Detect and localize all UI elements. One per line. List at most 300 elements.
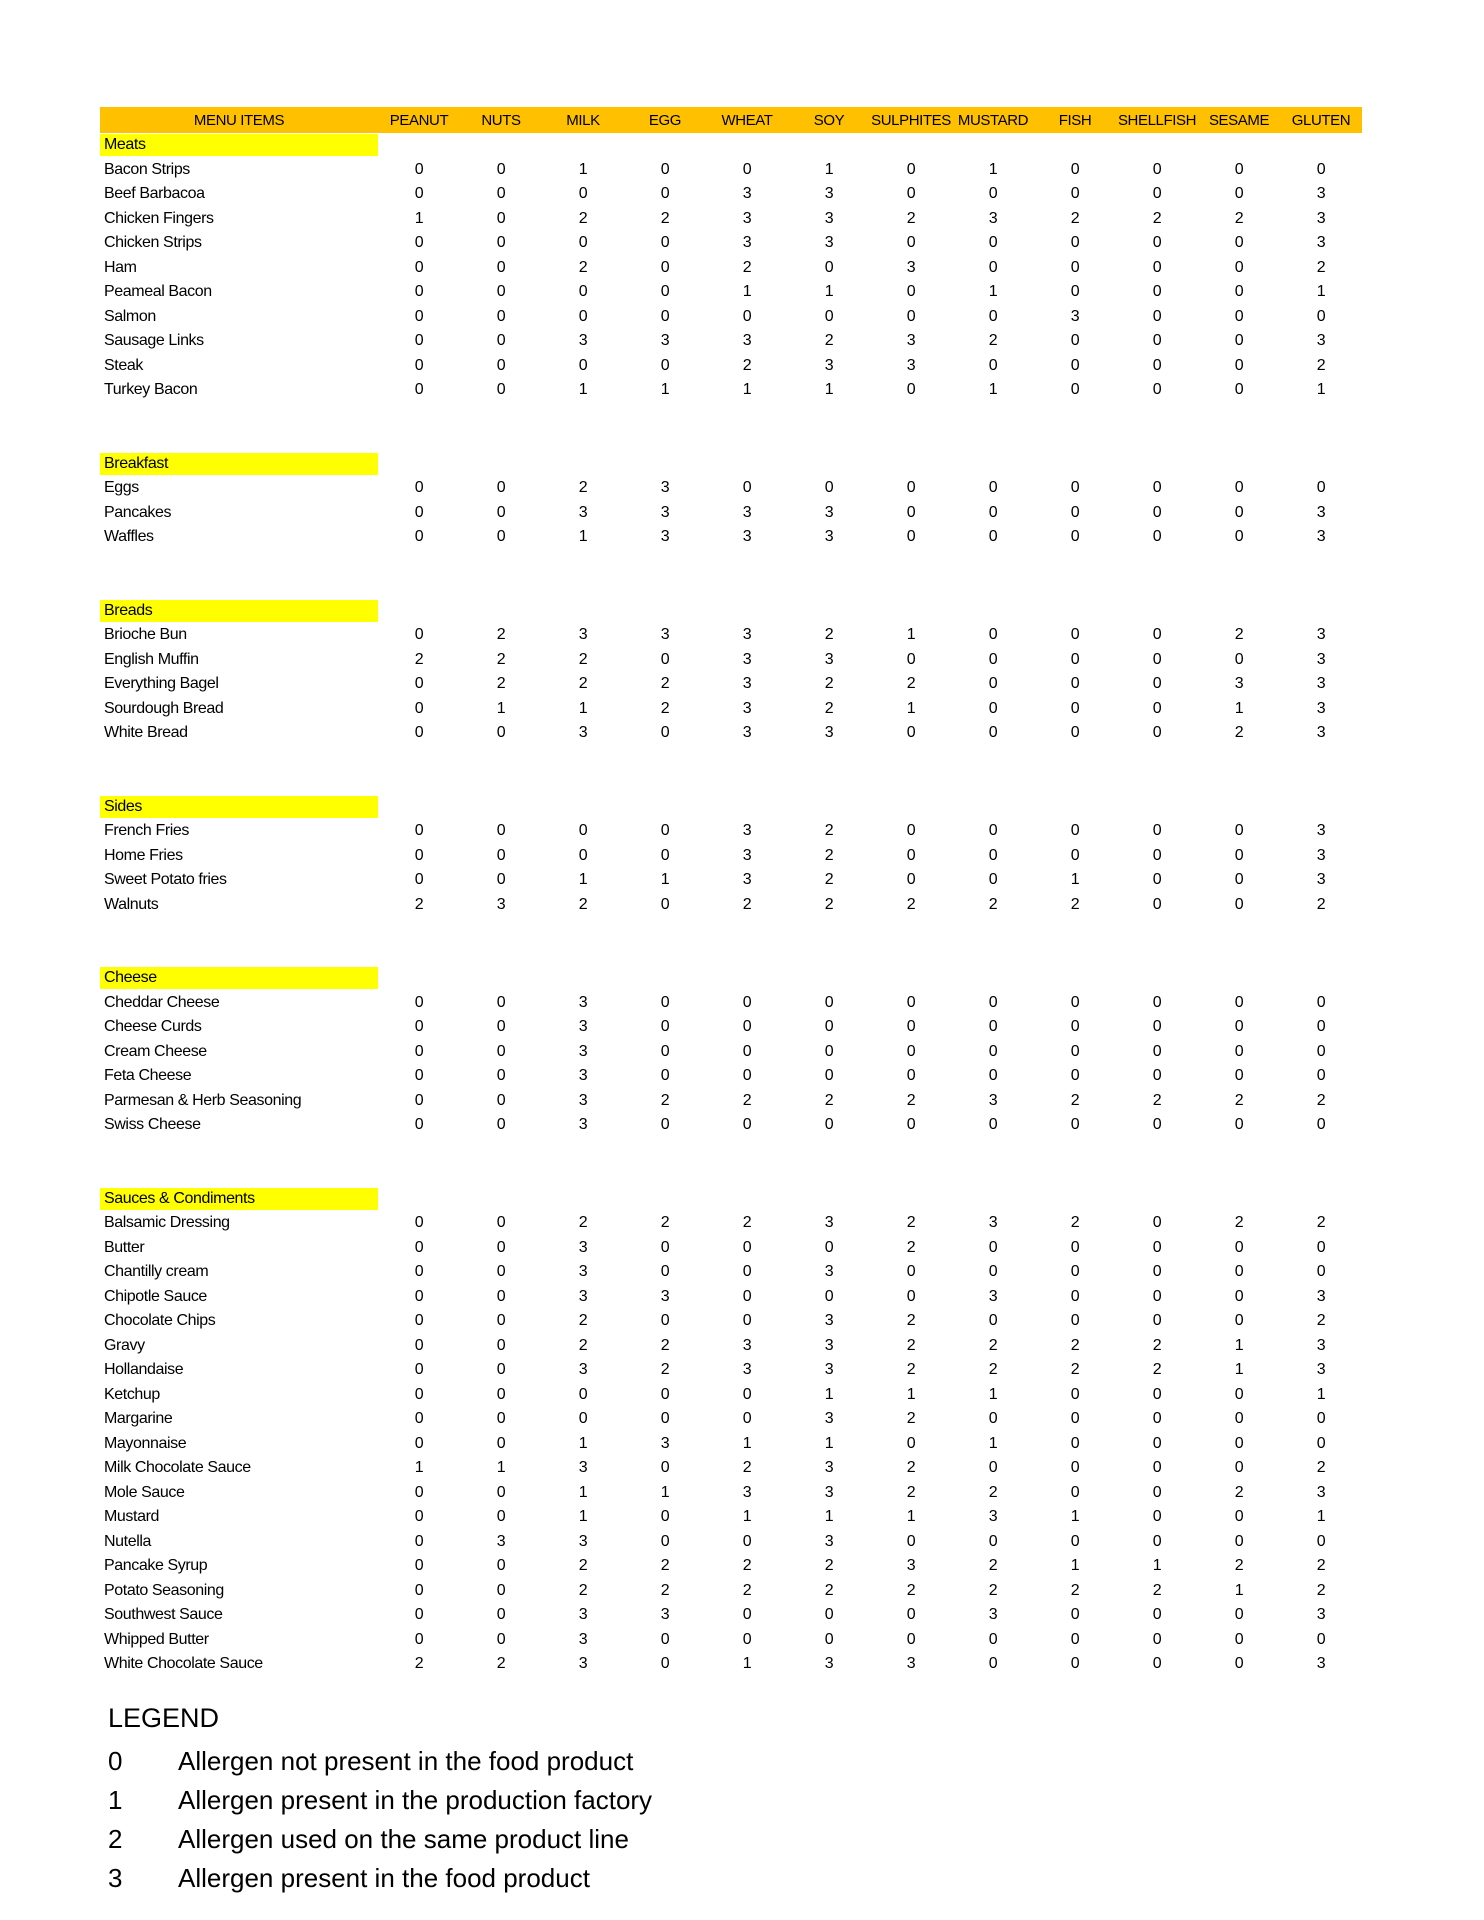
allergen-value: 0 [414, 675, 424, 693]
allergen-value: 2 [1070, 1361, 1080, 1379]
column-header: WHEAT [721, 111, 773, 129]
allergen-value: 2 [906, 675, 916, 693]
allergen-value: 0 [1070, 993, 1080, 1011]
allergen-value: 3 [1316, 1606, 1326, 1624]
item-name: Steak [104, 356, 143, 374]
item-name: Swiss Cheese [104, 1116, 201, 1134]
allergen-value: 3 [578, 1630, 588, 1648]
allergen-value: 0 [660, 1459, 670, 1477]
allergen-value: 3 [824, 234, 834, 252]
allergen-value: 0 [1070, 1434, 1080, 1452]
allergen-value: 3 [988, 1091, 998, 1109]
allergen-value: 0 [496, 209, 506, 227]
item-name: Sweet Potato fries [104, 871, 227, 889]
allergen-value: 3 [742, 871, 752, 889]
allergen-value: 0 [414, 1238, 424, 1256]
allergen-value: 0 [1070, 1312, 1080, 1330]
allergen-value: 0 [414, 626, 424, 644]
allergen-value: 0 [988, 1459, 998, 1477]
allergen-value: 0 [1234, 307, 1244, 325]
allergen-value: 0 [496, 381, 506, 399]
item-name: Waffles [104, 528, 154, 546]
item-name: Peameal Bacon [104, 283, 212, 301]
allergen-value: 1 [660, 381, 670, 399]
allergen-value: 1 [906, 1385, 916, 1403]
allergen-value: 0 [1152, 1116, 1162, 1134]
allergen-value: 0 [414, 332, 424, 350]
allergen-value: 0 [1152, 528, 1162, 546]
item-name: French Fries [104, 822, 189, 840]
allergen-value: 3 [1234, 675, 1244, 693]
allergen-value: 0 [496, 234, 506, 252]
item-name: Cheddar Cheese [104, 993, 220, 1011]
allergen-value: 2 [578, 675, 588, 693]
allergen-value: 0 [414, 503, 424, 521]
allergen-value: 3 [988, 209, 998, 227]
allergen-value: 0 [496, 503, 506, 521]
table-row [100, 305, 1362, 330]
allergen-value: 3 [1316, 822, 1326, 840]
allergen-value: 1 [1234, 1336, 1244, 1354]
allergen-value: 3 [660, 626, 670, 644]
allergen-value: 2 [1316, 356, 1326, 374]
allergen-value: 0 [496, 1312, 506, 1330]
allergen-value: 0 [742, 1018, 752, 1036]
allergen-value: 2 [1152, 1581, 1162, 1599]
allergen-value: 1 [1070, 871, 1080, 889]
allergen-value: 3 [1316, 528, 1326, 546]
allergen-value: 2 [906, 1361, 916, 1379]
allergen-value: 0 [496, 1434, 506, 1452]
allergen-value: 3 [824, 1459, 834, 1477]
allergen-value: 3 [1316, 332, 1326, 350]
legend-entry [108, 1742, 652, 1781]
allergen-value: 0 [742, 993, 752, 1011]
allergen-value: 2 [578, 258, 588, 276]
allergen-value: 0 [1152, 1410, 1162, 1428]
allergen-value: 0 [1152, 1263, 1162, 1281]
table-row [100, 1334, 1362, 1359]
allergen-value: 2 [1316, 1459, 1326, 1477]
allergen-value: 0 [1234, 1238, 1244, 1256]
allergen-value: 1 [824, 1385, 834, 1403]
spacer-row [100, 746, 1362, 771]
allergen-value: 1 [1316, 1385, 1326, 1403]
allergen-value: 0 [1070, 528, 1080, 546]
allergen-value: 2 [1316, 1581, 1326, 1599]
allergen-value: 0 [414, 479, 424, 497]
allergen-value: 1 [824, 1508, 834, 1526]
allergen-value: 3 [824, 650, 834, 668]
allergen-value: 0 [414, 1312, 424, 1330]
allergen-value: 0 [496, 1483, 506, 1501]
allergen-value: 0 [496, 258, 506, 276]
table-row [100, 1481, 1362, 1506]
allergen-value: 0 [1152, 724, 1162, 742]
allergen-value: 1 [988, 160, 998, 178]
allergen-value: 0 [1152, 234, 1162, 252]
allergen-value: 1 [578, 381, 588, 399]
legend-title: LEGEND [108, 1703, 220, 1733]
table-row [100, 1603, 1362, 1628]
allergen-value: 1 [414, 209, 424, 227]
allergen-value: 0 [660, 1116, 670, 1134]
item-name: White Bread [104, 724, 188, 742]
allergen-value: 0 [1070, 675, 1080, 693]
allergen-value: 0 [496, 1385, 506, 1403]
item-name: Pancakes [104, 503, 172, 521]
allergen-value: 0 [414, 185, 424, 203]
allergen-value: 0 [496, 871, 506, 889]
item-name: Cheese Curds [104, 1018, 202, 1036]
allergen-value: 1 [1316, 381, 1326, 399]
allergen-value: 1 [660, 871, 670, 889]
legend-code: 2 [108, 1824, 123, 1854]
item-name: Sausage Links [104, 332, 204, 350]
item-name: Milk Chocolate Sauce [104, 1459, 251, 1477]
item-name: Mayonnaise [104, 1434, 187, 1452]
allergen-value: 3 [1316, 1655, 1326, 1673]
allergen-value: 0 [1234, 1385, 1244, 1403]
allergen-value: 2 [988, 895, 998, 913]
allergen-value: 2 [578, 650, 588, 668]
allergen-value: 2 [906, 1238, 916, 1256]
allergen-value: 0 [906, 724, 916, 742]
allergen-value: 0 [1070, 626, 1080, 644]
item-name: Home Fries [104, 846, 183, 864]
allergen-value: 0 [1152, 1606, 1162, 1624]
allergen-value: 0 [906, 650, 916, 668]
allergen-value: 0 [988, 1067, 998, 1085]
allergen-value: 2 [742, 1091, 752, 1109]
allergen-value: 0 [496, 1508, 506, 1526]
allergen-value: 1 [742, 1508, 752, 1526]
allergen-value: 0 [660, 1263, 670, 1281]
allergen-value: 3 [824, 724, 834, 742]
allergen-value: 3 [824, 1361, 834, 1379]
allergen-value: 0 [1234, 1508, 1244, 1526]
section-row [100, 599, 1362, 624]
allergen-value: 2 [1316, 258, 1326, 276]
allergen-value: 0 [824, 1238, 834, 1256]
allergen-value: 3 [578, 1018, 588, 1036]
allergen-value: 0 [742, 1312, 752, 1330]
allergen-value: 0 [1152, 479, 1162, 497]
allergen-value: 2 [988, 1483, 998, 1501]
allergen-value: 0 [906, 1606, 916, 1624]
allergen-value: 0 [660, 1630, 670, 1648]
allergen-value: 0 [660, 1655, 670, 1673]
legend [108, 1700, 652, 1898]
allergen-value: 0 [414, 699, 424, 717]
allergen-value: 0 [1234, 479, 1244, 497]
allergen-value: 0 [1316, 1018, 1326, 1036]
allergen-value: 3 [1316, 234, 1326, 252]
legend-entry [108, 1859, 652, 1898]
allergen-value: 2 [742, 895, 752, 913]
allergen-value: 0 [1234, 332, 1244, 350]
table-row [100, 623, 1362, 648]
allergen-value: 2 [1070, 1581, 1080, 1599]
allergen-value: 1 [578, 1434, 588, 1452]
allergen-value: 0 [660, 1067, 670, 1085]
allergen-value: 0 [742, 1287, 752, 1305]
allergen-value: 0 [1152, 699, 1162, 717]
allergen-value: 2 [1316, 1312, 1326, 1330]
allergen-value: 0 [988, 1042, 998, 1060]
allergen-value: 0 [906, 185, 916, 203]
table-row [100, 354, 1362, 379]
allergen-value: 0 [660, 1238, 670, 1256]
table-row [100, 819, 1362, 844]
allergen-value: 3 [742, 1483, 752, 1501]
allergen-value: 3 [824, 356, 834, 374]
allergen-value: 2 [988, 332, 998, 350]
allergen-value: 1 [578, 160, 588, 178]
allergen-value: 0 [1152, 283, 1162, 301]
allergen-value: 0 [988, 1532, 998, 1550]
allergen-value: 0 [414, 1434, 424, 1452]
table-row [100, 1113, 1362, 1138]
allergen-value: 2 [1070, 1091, 1080, 1109]
allergen-value: 0 [1234, 1312, 1244, 1330]
table-row [100, 280, 1362, 305]
allergen-value: 0 [1152, 160, 1162, 178]
allergen-value: 0 [496, 1263, 506, 1281]
allergen-value: 0 [496, 846, 506, 864]
allergen-value: 2 [824, 846, 834, 864]
allergen-value: 2 [496, 675, 506, 693]
allergen-value: 0 [742, 1042, 752, 1060]
allergen-value: 3 [578, 1655, 588, 1673]
allergen-value: 0 [660, 1532, 670, 1550]
section-row [100, 452, 1362, 477]
allergen-value: 2 [906, 1312, 916, 1330]
allergen-value: 3 [988, 1287, 998, 1305]
item-name: Whipped Butter [104, 1630, 209, 1648]
allergen-value: 0 [906, 846, 916, 864]
allergen-value: 3 [496, 1532, 506, 1550]
allergen-value: 3 [824, 503, 834, 521]
allergen-value: 3 [1316, 1361, 1326, 1379]
allergen-value: 0 [578, 356, 588, 374]
allergen-value: 3 [660, 1287, 670, 1305]
allergen-value: 3 [1316, 675, 1326, 693]
item-name: Gravy [104, 1336, 145, 1354]
allergen-value: 2 [660, 1361, 670, 1379]
allergen-value: 0 [414, 307, 424, 325]
allergen-value: 0 [496, 1091, 506, 1109]
allergen-value: 0 [988, 699, 998, 717]
column-header: FISH [1058, 111, 1092, 129]
allergen-value: 0 [496, 1214, 506, 1232]
allergen-value: 0 [1152, 356, 1162, 374]
allergen-value: 2 [660, 699, 670, 717]
allergen-value: 3 [906, 258, 916, 276]
allergen-value: 0 [1070, 1287, 1080, 1305]
allergen-value: 3 [1070, 307, 1080, 325]
section-header: Breads [100, 600, 378, 622]
column-header: MUSTARD [957, 111, 1029, 129]
item-name: English Muffin [104, 650, 199, 668]
allergen-value: 0 [1234, 1018, 1244, 1036]
spacer-row [100, 550, 1362, 575]
allergen-value: 0 [414, 871, 424, 889]
allergen-value: 0 [742, 1606, 752, 1624]
allergen-value: 0 [988, 1116, 998, 1134]
allergen-value: 0 [742, 1238, 752, 1256]
allergen-value: 3 [1316, 503, 1326, 521]
allergen-value: 2 [824, 626, 834, 644]
allergen-value: 0 [906, 1434, 916, 1452]
allergen-value: 0 [742, 1532, 752, 1550]
allergen-value: 2 [988, 1557, 998, 1575]
allergen-value: 2 [1316, 1091, 1326, 1109]
item-name: Ketchup [104, 1385, 160, 1403]
allergen-value: 0 [1070, 1042, 1080, 1060]
allergen-value: 2 [660, 1091, 670, 1109]
allergen-value: 2 [578, 1557, 588, 1575]
allergen-value: 0 [578, 185, 588, 203]
allergen-value: 0 [1070, 724, 1080, 742]
allergen-value: 0 [906, 1042, 916, 1060]
allergen-value: 0 [1152, 1287, 1162, 1305]
allergen-value: 0 [496, 1336, 506, 1354]
allergen-value: 0 [496, 1630, 506, 1648]
allergen-value: 1 [906, 1508, 916, 1526]
allergen-value: 0 [496, 332, 506, 350]
allergen-value: 0 [988, 871, 998, 889]
allergen-value: 0 [1070, 1606, 1080, 1624]
allergen-value: 1 [988, 381, 998, 399]
column-header: SHELLFISH [1117, 111, 1197, 129]
table-row [100, 648, 1362, 673]
allergen-value: 0 [906, 503, 916, 521]
allergen-value: 3 [824, 1336, 834, 1354]
allergen-value: 3 [742, 675, 752, 693]
allergen-value: 2 [906, 1483, 916, 1501]
allergen-value: 2 [578, 209, 588, 227]
allergen-value: 0 [824, 307, 834, 325]
allergen-value: 0 [1234, 234, 1244, 252]
legend-code: 0 [108, 1746, 123, 1776]
column-header: SESAME [1208, 111, 1270, 129]
allergen-value: 2 [906, 1581, 916, 1599]
allergen-value: 0 [1070, 1263, 1080, 1281]
allergen-value: 2 [906, 895, 916, 913]
allergen-value: 3 [742, 1336, 752, 1354]
allergen-value: 0 [1152, 1067, 1162, 1085]
allergen-value: 0 [824, 993, 834, 1011]
item-name: Salmon [104, 307, 156, 325]
allergen-value: 1 [578, 1508, 588, 1526]
item-name: Butter [104, 1238, 145, 1256]
allergen-value: 0 [742, 1116, 752, 1134]
allergen-value: 0 [660, 1312, 670, 1330]
allergen-value: 0 [906, 1018, 916, 1036]
allergen-value: 3 [742, 846, 752, 864]
allergen-value: 2 [660, 1581, 670, 1599]
allergen-value: 0 [1316, 1067, 1326, 1085]
table-row [100, 182, 1362, 207]
allergen-value: 2 [742, 258, 752, 276]
allergen-value: 0 [906, 822, 916, 840]
allergen-value: 0 [742, 1385, 752, 1403]
table-row [100, 1358, 1362, 1383]
allergen-value: 0 [660, 283, 670, 301]
allergen-value: 1 [578, 871, 588, 889]
allergen-value: 0 [906, 1116, 916, 1134]
allergen-value: 2 [824, 699, 834, 717]
allergen-value: 0 [1070, 1238, 1080, 1256]
allergen-value: 1 [1070, 1508, 1080, 1526]
allergen-value: 2 [906, 209, 916, 227]
section-header: Sides [100, 796, 378, 818]
table-row [100, 721, 1362, 746]
allergen-value: 0 [1152, 1630, 1162, 1648]
allergen-value: 0 [1152, 1434, 1162, 1452]
column-header-menu-items: MENU ITEMS [193, 111, 285, 129]
item-name: Cream Cheese [104, 1042, 207, 1060]
allergen-value: 3 [824, 1263, 834, 1281]
allergen-value: 1 [578, 528, 588, 546]
allergen-value: 0 [660, 1508, 670, 1526]
allergen-value: 0 [1070, 503, 1080, 521]
item-name: Sourdough Bread [104, 699, 224, 717]
item-name: Nutella [104, 1532, 152, 1550]
allergen-value: 3 [578, 1532, 588, 1550]
allergen-value: 0 [1234, 993, 1244, 1011]
allergen-table [100, 107, 1362, 1677]
allergen-value: 0 [824, 1606, 834, 1624]
allergen-value: 0 [824, 1287, 834, 1305]
spacer-row [100, 403, 1362, 428]
allergen-value: 3 [742, 650, 752, 668]
allergen-value: 0 [1152, 1459, 1162, 1477]
allergen-value: 0 [1070, 1532, 1080, 1550]
allergen-value: 0 [1234, 1067, 1244, 1085]
allergen-value: 1 [824, 381, 834, 399]
allergen-value: 0 [988, 626, 998, 644]
allergen-value: 0 [660, 822, 670, 840]
allergen-value: 2 [660, 675, 670, 693]
allergen-value: 0 [1234, 895, 1244, 913]
allergen-value: 2 [578, 479, 588, 497]
allergen-value: 1 [906, 626, 916, 644]
allergen-value: 2 [742, 1214, 752, 1232]
allergen-value: 0 [742, 160, 752, 178]
table-row [100, 844, 1362, 869]
allergen-value: 0 [496, 1018, 506, 1036]
allergen-value: 1 [1316, 283, 1326, 301]
column-header: SOY [813, 111, 845, 129]
table-row [100, 1456, 1362, 1481]
allergen-value: 0 [988, 356, 998, 374]
allergen-value: 0 [496, 307, 506, 325]
allergen-value: 0 [1234, 1655, 1244, 1673]
allergen-value: 3 [578, 1067, 588, 1085]
spacer-row [100, 427, 1362, 452]
allergen-value: 0 [1316, 160, 1326, 178]
item-name: Turkey Bacon [104, 381, 198, 399]
allergen-value: 3 [578, 1238, 588, 1256]
allergen-value: 0 [660, 993, 670, 1011]
allergen-value: 0 [1152, 307, 1162, 325]
allergen-value: 1 [1316, 1508, 1326, 1526]
allergen-value: 0 [988, 307, 998, 325]
allergen-value: 0 [1234, 1434, 1244, 1452]
allergen-value: 1 [496, 1459, 506, 1477]
